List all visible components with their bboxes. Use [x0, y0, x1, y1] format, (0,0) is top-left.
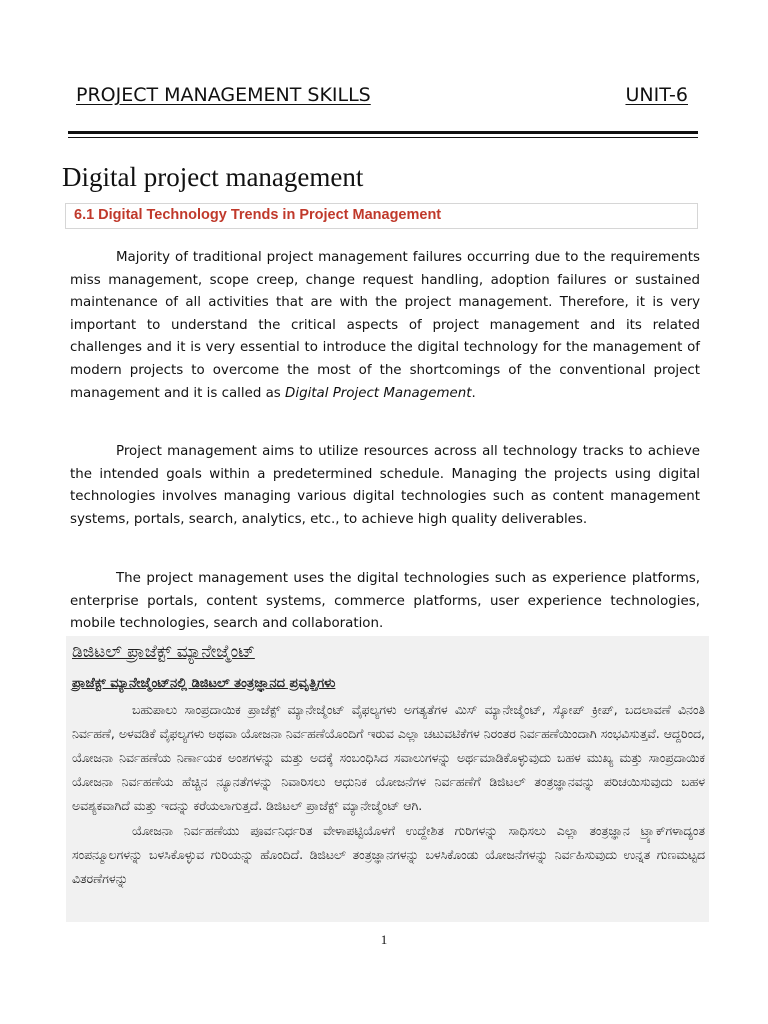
paragraph-1-end: .: [471, 385, 476, 401]
paragraph-3: The project management uses the digital technologies such as experience platforms, enterprise portals, content systems, commerce platforms, user experience technologies, mobile technologies, search and collaboration.: [70, 571, 700, 632]
paragraph-1-emphasis: Digital Project Management: [285, 385, 472, 401]
kannada-title: ಡಿಜಿಟಲ್ ಪ್ರಾಜೆಕ್ಟ್ ಮ್ಯಾನೇಜ್ಮೆಂಟ್: [72, 642, 255, 662]
section-heading-box: [65, 203, 698, 229]
page-number: 1: [380, 932, 388, 947]
paragraph-1: [70, 247, 700, 405]
header-rule-thick: [68, 131, 698, 134]
header-unit-label: UNIT-6: [625, 84, 688, 106]
page-header: [76, 84, 688, 106]
header-course-title: PROJECT MANAGEMENT SKILLS: [76, 84, 371, 106]
kannada-translation-block: [66, 636, 709, 922]
paragraph-2: Project management aims to utilize resources across all technology tracks to achieve the intended goals within a predetermined schedule. Managing the projects using digital technologies involves managing various digital technologies such as content management systems, portals, search, analytics, etc., to achieve high quality deliverables.: [70, 444, 700, 527]
section-heading: 6.1 Digital Technology Trends in Project Management: [74, 207, 442, 223]
header-rule-thin: [68, 137, 698, 138]
kannada-subtitle: ಪ್ರಾಜೆಕ್ಟ್ ಮ್ಯಾನೇಜ್ಮೆಂಟ್‌ನಲ್ಲಿ ಡಿಜಿಟಲ್ ತಂತ್ರಜ್ಞಾನದ ಪ್ರವೃತ್ತಿಗಳು: [72, 676, 336, 691]
document-title: Digital project management: [62, 162, 364, 192]
kannada-paragraph-1: ಬಹುಪಾಲು ಸಾಂಪ್ರದಾಯಿಕ ಪ್ರಾಜೆಕ್ಟ್ ಮ್ಯಾನೇಜ್ಮೆಂಟ್ ವೈಫಲ್ಯಗಳು ಅಗತ್ಯತೆಗಳ ಮಿಸ್ ಮ್ಯಾನೇಜ್ಮೆಂಟ್, ಸ್ಕೋಪ್ ಕ್ರೀಪ್, ಬದಲಾವಣೆ ವಿನಂತಿ ನಿರ್ವಹಣೆ, ಅಳವಡಿಕೆ ವೈಫಲ್ಯಗಳು ಅಥವಾ ಯೋಜನಾ ನಿರ್ವಹಣೆಯೊಂದಿಗೆ ಇರುವ ಎಲ್ಲಾ ಚಟುವಟಿಕೆಗಳ ನಿರಂತರ ನಿರ್ವಹಣೆಯಿಂದಾಗಿ ಸಂಭವಿಸುತ್ತವೆ. ಆದ್ದರಿಂದ, ಯೋಜನಾ ನಿರ್ವಹಣೆಯ ನಿರ್ಣಾಯಕ ಅಂಶಗಳನ್ನು ಮತ್ತು ಅದಕ್ಕೆ ಸಂಬಂಧಿಸಿದ ಸವಾಲುಗಳನ್ನು ಅರ್ಥಮಾಡಿಕೊಳ್ಳುವುದು ಬಹಳ ಮುಖ್ಯ ಮತ್ತು ಸಾಂಪ್ರದಾಯಿಕ ಯೋಜನಾ ನಿರ್ವಹಣೆಯ ಹೆಚ್ಚಿನ ನ್ಯೂನತೆಗಳನ್ನು ನಿವಾರಿಸಲು ಆಧುನಿಕ ಯೋಜನೆಗಳ ನಿರ್ವಹಣೆಗೆ ಡಿಜಿಟಲ್ ತಂತ್ರಜ್ಞಾನವನ್ನು ಪರಿಚಯಿಸುವುದು ಬಹಳ ಅವಶ್ಯಕವಾಗಿದೆ ಮತ್ತು ಇದನ್ನು ಕರೆಯಲಾಗುತ್ತದೆ. ಡಿಜಿಟಲ್ ಪ್ರಾಜೆಕ್ಟ್ ಮ್ಯಾನೇಜ್ಮೆಂಟ್ ಆಗಿ.: [72, 702, 705, 814]
kannada-paragraph-2: ಯೋಜನಾ ನಿರ್ವಹಣೆಯು ಪೂರ್ವನಿರ್ಧರಿತ ವೇಳಾಪಟ್ಟಿಯೊಳಗೆ ಉದ್ದೇಶಿತ ಗುರಿಗಳನ್ನು ಸಾಧಿಸಲು ಎಲ್ಲಾ ತಂತ್ರಜ್ಞಾನ ಟ್ರ್ಯಾಕ್‌ಗಳಾದ್ಯಂತ ಸಂಪನ್ಮೂಲಗಳನ್ನು ಬಳಸಿಕೊಳ್ಳುವ ಗುರಿಯನ್ನು ಹೊಂದಿದೆ. ಡಿಜಿಟಲ್ ತಂತ್ರಜ್ಞಾನಗಳನ್ನು ಬಳಸಿಕೊಂಡು ಯೋಜನೆಗಳನ್ನು ನಿರ್ವಹಿಸುವುದು ಉನ್ನತ ಗುಣಮಟ್ಟದ ವಿತರಣೆಗಳನ್ನು: [72, 823, 705, 887]
paragraph-1-text: Majority of traditional project management failures occurring due to the requirements miss management, scope creep, change request handling, adoption failures or sustained maintenance of all activities that are with the project management. Therefore, it is very important to understand the critical aspects of project management and its related challenges and it is very essential to introduce the digital technology for the management of modern projects to overcome the most of the shortcomings of the conventional project management and it is called as: [70, 250, 700, 401]
